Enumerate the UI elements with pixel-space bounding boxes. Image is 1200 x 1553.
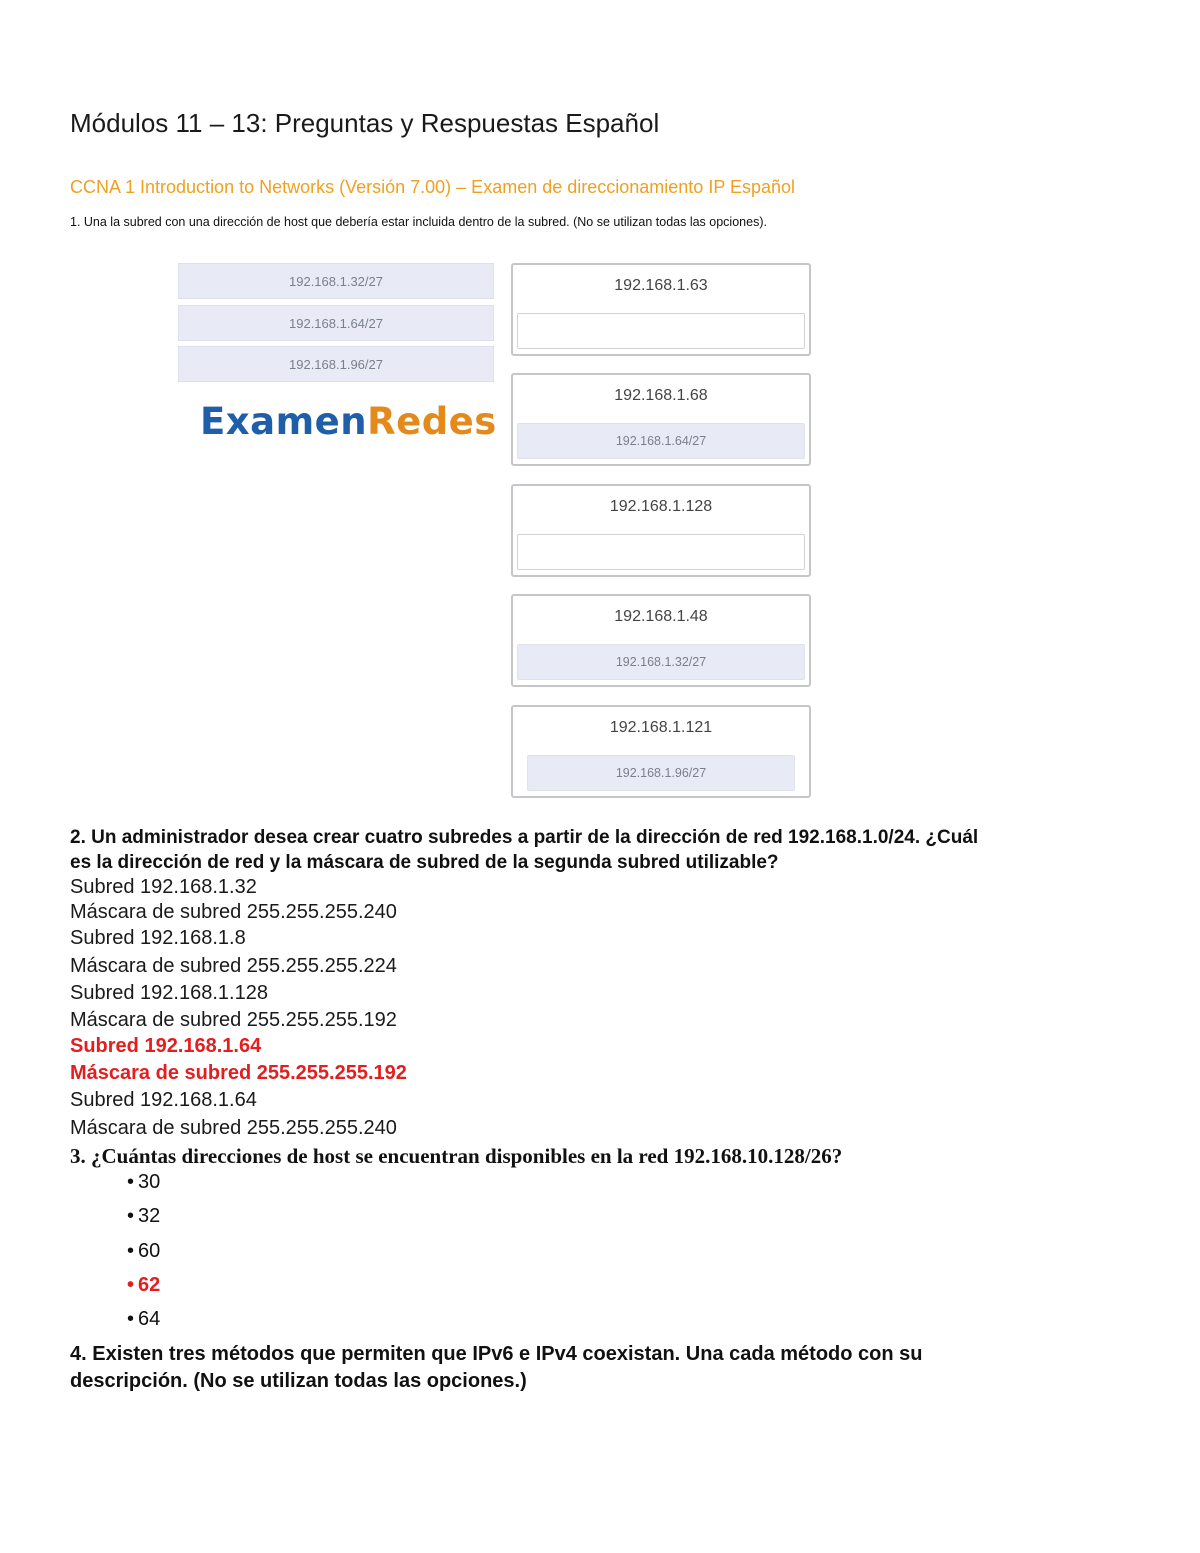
drop-slot-answer[interactable]: 192.168.1.32/27 <box>517 644 805 680</box>
q2-option: Subred 192.168.1.8 <box>70 927 246 949</box>
drop-slot-answer[interactable]: 192.168.1.64/27 <box>517 423 805 459</box>
target-box-1 <box>511 263 811 356</box>
target-host: 192.168.1.128 <box>609 498 713 515</box>
question-1-text: 1. Una la subred con una dirección de host que debería estar incluida dentro de la subred. (No se utilizan todas las opciones). <box>70 215 767 229</box>
q2-option-correct: Máscara de subred 255.255.255.192 <box>70 1062 407 1084</box>
q3-option: • 30 <box>127 1171 160 1194</box>
q2-option-correct: Subred 192.168.1.64 <box>70 1035 262 1057</box>
target-host: 192.168.1.48 <box>614 608 708 625</box>
target-box-5 <box>511 705 811 798</box>
q2-option: Subred 192.168.1.32 <box>70 876 257 898</box>
q2-option: Subred 192.168.1.64 <box>70 1089 257 1111</box>
target-box-2 <box>511 373 811 466</box>
q2-option: Máscara de subred 255.255.255.240 <box>70 901 397 923</box>
q2-option: Subred 192.168.1.128 <box>70 982 268 1004</box>
target-host: 192.168.1.63 <box>614 277 708 294</box>
question-2-line-2: es la dirección de red y la máscara de subred de la segunda subred utilizable? <box>70 852 779 873</box>
examenredes-logo <box>200 400 497 443</box>
source-option-3[interactable]: 192.168.1.96/27 <box>178 346 494 382</box>
page-title: Módulos 11 – 13: Preguntas y Respuestas Español <box>70 108 660 138</box>
question-3-text: 3. ¿Cuántas direcciones de host se encuentran disponibles en la red 192.168.10.128/26? <box>70 1144 843 1168</box>
q3-option: • 32 <box>127 1205 160 1228</box>
drop-slot-empty[interactable] <box>517 313 805 349</box>
target-box-4 <box>511 594 811 687</box>
q2-option: Máscara de subred 255.255.255.224 <box>70 955 397 977</box>
target-host: 192.168.1.121 <box>609 719 713 736</box>
question-4-line-2: descripción. (No se utilizan todas las opciones.) <box>70 1370 527 1392</box>
q3-option-correct: • 62 <box>127 1274 160 1297</box>
logo-part-2: Redes <box>367 400 497 443</box>
target-host: 192.168.1.68 <box>614 387 708 404</box>
drop-slot-answer[interactable]: 192.168.1.96/27 <box>527 755 795 791</box>
drop-slot-empty[interactable] <box>517 534 805 570</box>
logo-part-1: Examen <box>200 400 368 443</box>
exam-subtitle: CCNA 1 Introduction to Networks (Versión 7.00) – Examen de direccionamiento IP Español <box>70 177 796 197</box>
question-2-line-1: 2. Un administrador desea crear cuatro subredes a partir de la dirección de red 192.168.1.0/24. ¿Cuál <box>70 827 979 848</box>
q2-option: Máscara de subred 255.255.255.192 <box>70 1009 397 1031</box>
question-4-line-1: 4. Existen tres métodos que permiten que IPv6 e IPv4 coexistan. Una cada método con su <box>70 1343 923 1365</box>
q2-option: Máscara de subred 255.255.255.240 <box>70 1117 397 1139</box>
target-box-3 <box>511 484 811 577</box>
q3-option: • 64 <box>127 1308 160 1331</box>
source-option-1[interactable]: 192.168.1.32/27 <box>178 263 494 299</box>
source-option-2[interactable]: 192.168.1.64/27 <box>178 305 494 341</box>
q3-option: • 60 <box>127 1240 160 1263</box>
